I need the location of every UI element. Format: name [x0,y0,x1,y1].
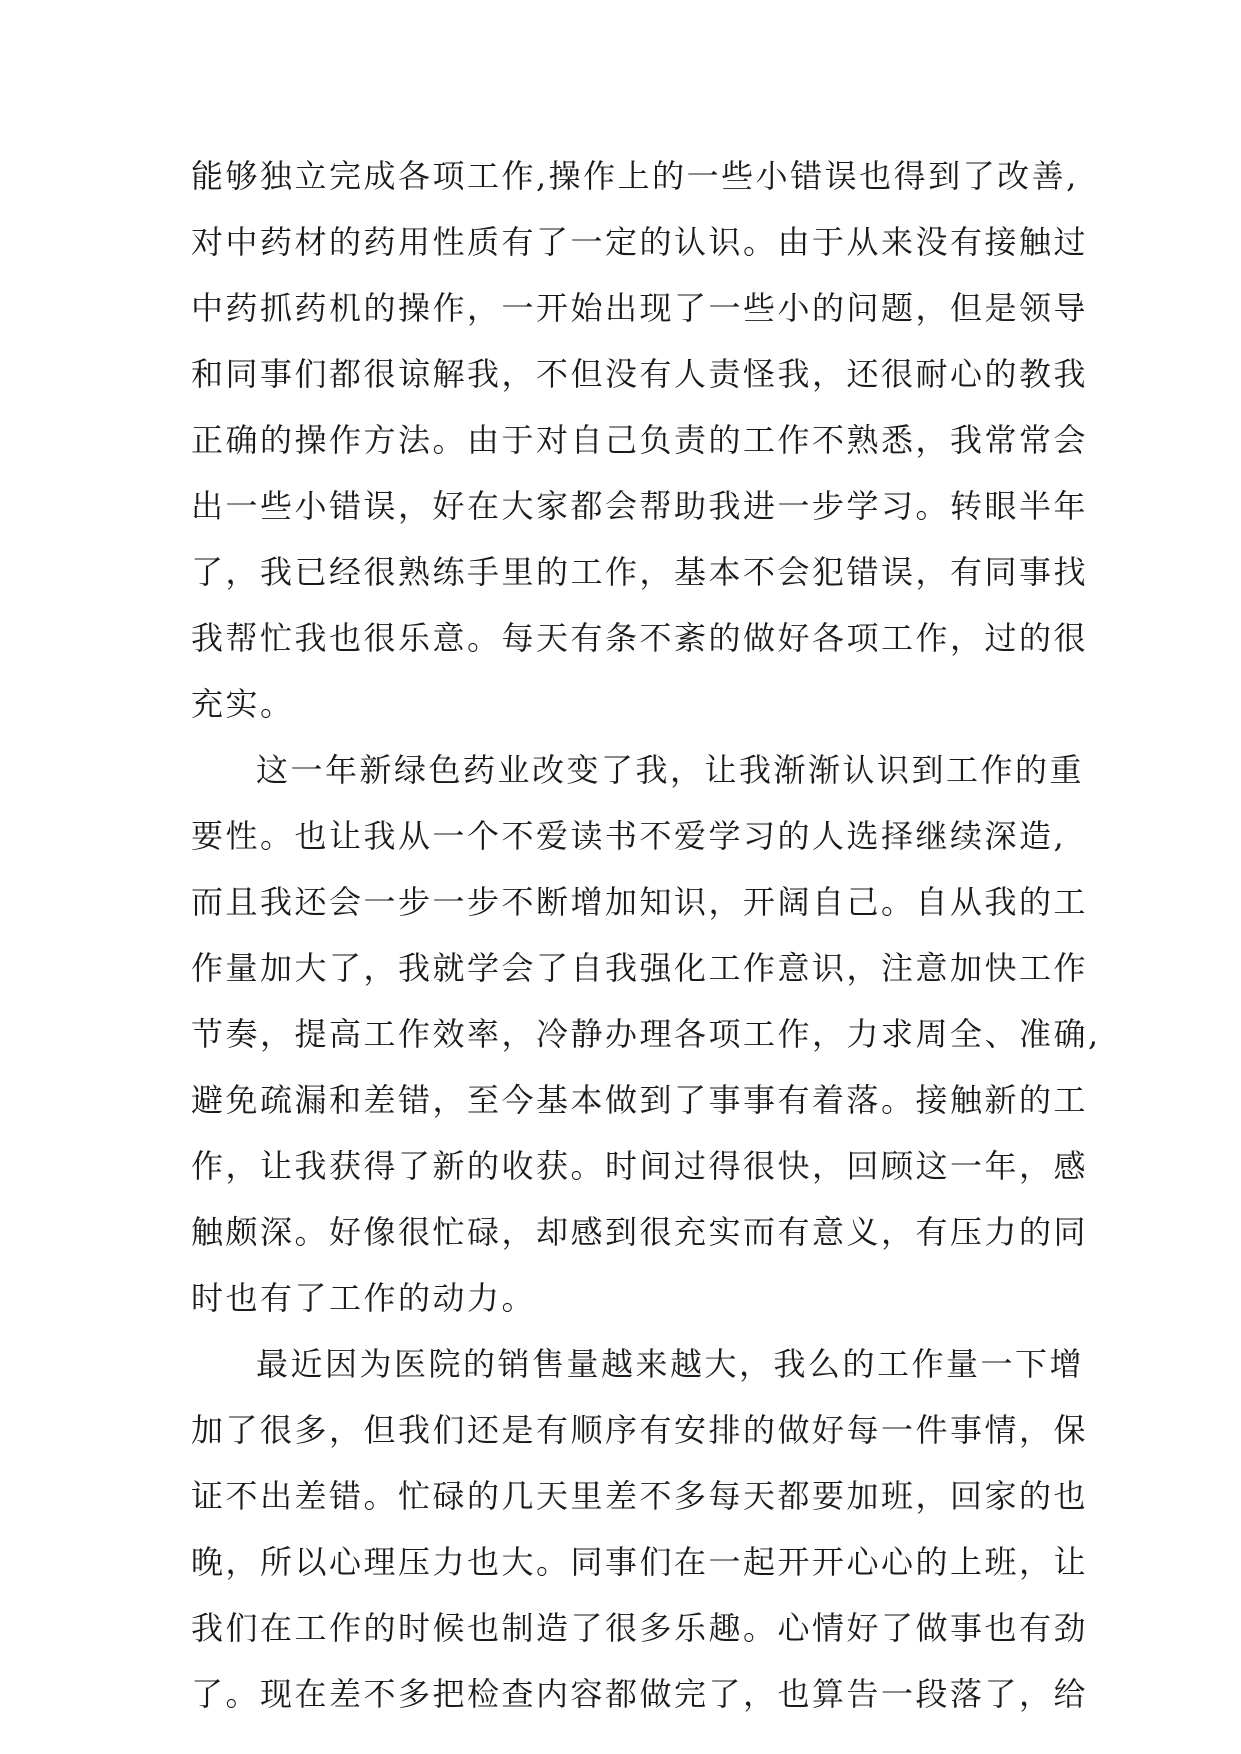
text-line: 晚，所以心理压力也大。同事们在一起开开心心的上班，让 [191,1543,1089,1581]
text-line: 我们在工作的时候也制造了很多乐趣。心情好了做事也有劲 [191,1609,1089,1647]
text-line: 能够独立完成各项工作,操作上的一些小错误也得到了改善, [191,157,1079,195]
text-line: 了，我已经很熟练手里的工作，基本不会犯错误，有同事找 [191,553,1089,591]
text-line: 避免疏漏和差错，至今基本做到了事事有着落。接触新的工 [191,1081,1089,1119]
text-line: 作量加大了，我就学会了自我强化工作意识，注意加快工作 [191,949,1089,987]
text-line: 作，让我获得了新的收获。时间过得很快，回顾这一年，感 [191,1147,1089,1185]
text-line: 加了很多，但我们还是有顺序有安排的做好每一件事情，保 [191,1411,1089,1449]
text-line: 要性。也让我从一个不爱读书不爱学习的人选择继续深造, [191,817,1067,855]
text-line: 而且我还会一步一步不断增加知识，开阔自己。自从我的工 [191,883,1089,921]
text-line: 和同事们都很谅解我，不但没有人责怪我，还很耐心的教我 [191,355,1089,393]
text-line: 时也有了工作的动力。 [191,1279,537,1317]
text-line: 中药抓药机的操作，一开始出现了一些小的问题，但是领导 [191,289,1089,327]
text-line: 正确的操作方法。由于对自己负责的工作不熟悉，我常常会 [191,421,1089,459]
text-line: 对中药材的药用性质有了一定的认识。由于从来没有接触过 [191,223,1089,261]
text-line: 最近因为医院的销售量越来越大，我么的工作量一下增 [256,1345,1085,1383]
text-line: 出一些小错误，好在大家都会帮助我进一步学习。转眼半年 [191,487,1089,525]
text-line: 了。现在差不多把检查内容都做完了，也算告一段落了，给 [191,1675,1089,1713]
text-line: 我帮忙我也很乐意。每天有条不紊的做好各项工作，过的很 [191,619,1089,657]
text-line: 节奏，提高工作效率，冷静办理各项工作，力求周全、准确, [191,1015,1101,1053]
text-line: 这一年新绿色药业改变了我，让我渐渐认识到工作的重 [256,751,1085,789]
text-line: 充实。 [191,685,295,723]
text-line: 证不出差错。忙碌的几天里差不多每天都要加班，回家的也 [191,1477,1089,1515]
text-line: 触颇深。好像很忙碌，却感到很充实而有意义，有压力的同 [191,1213,1089,1251]
